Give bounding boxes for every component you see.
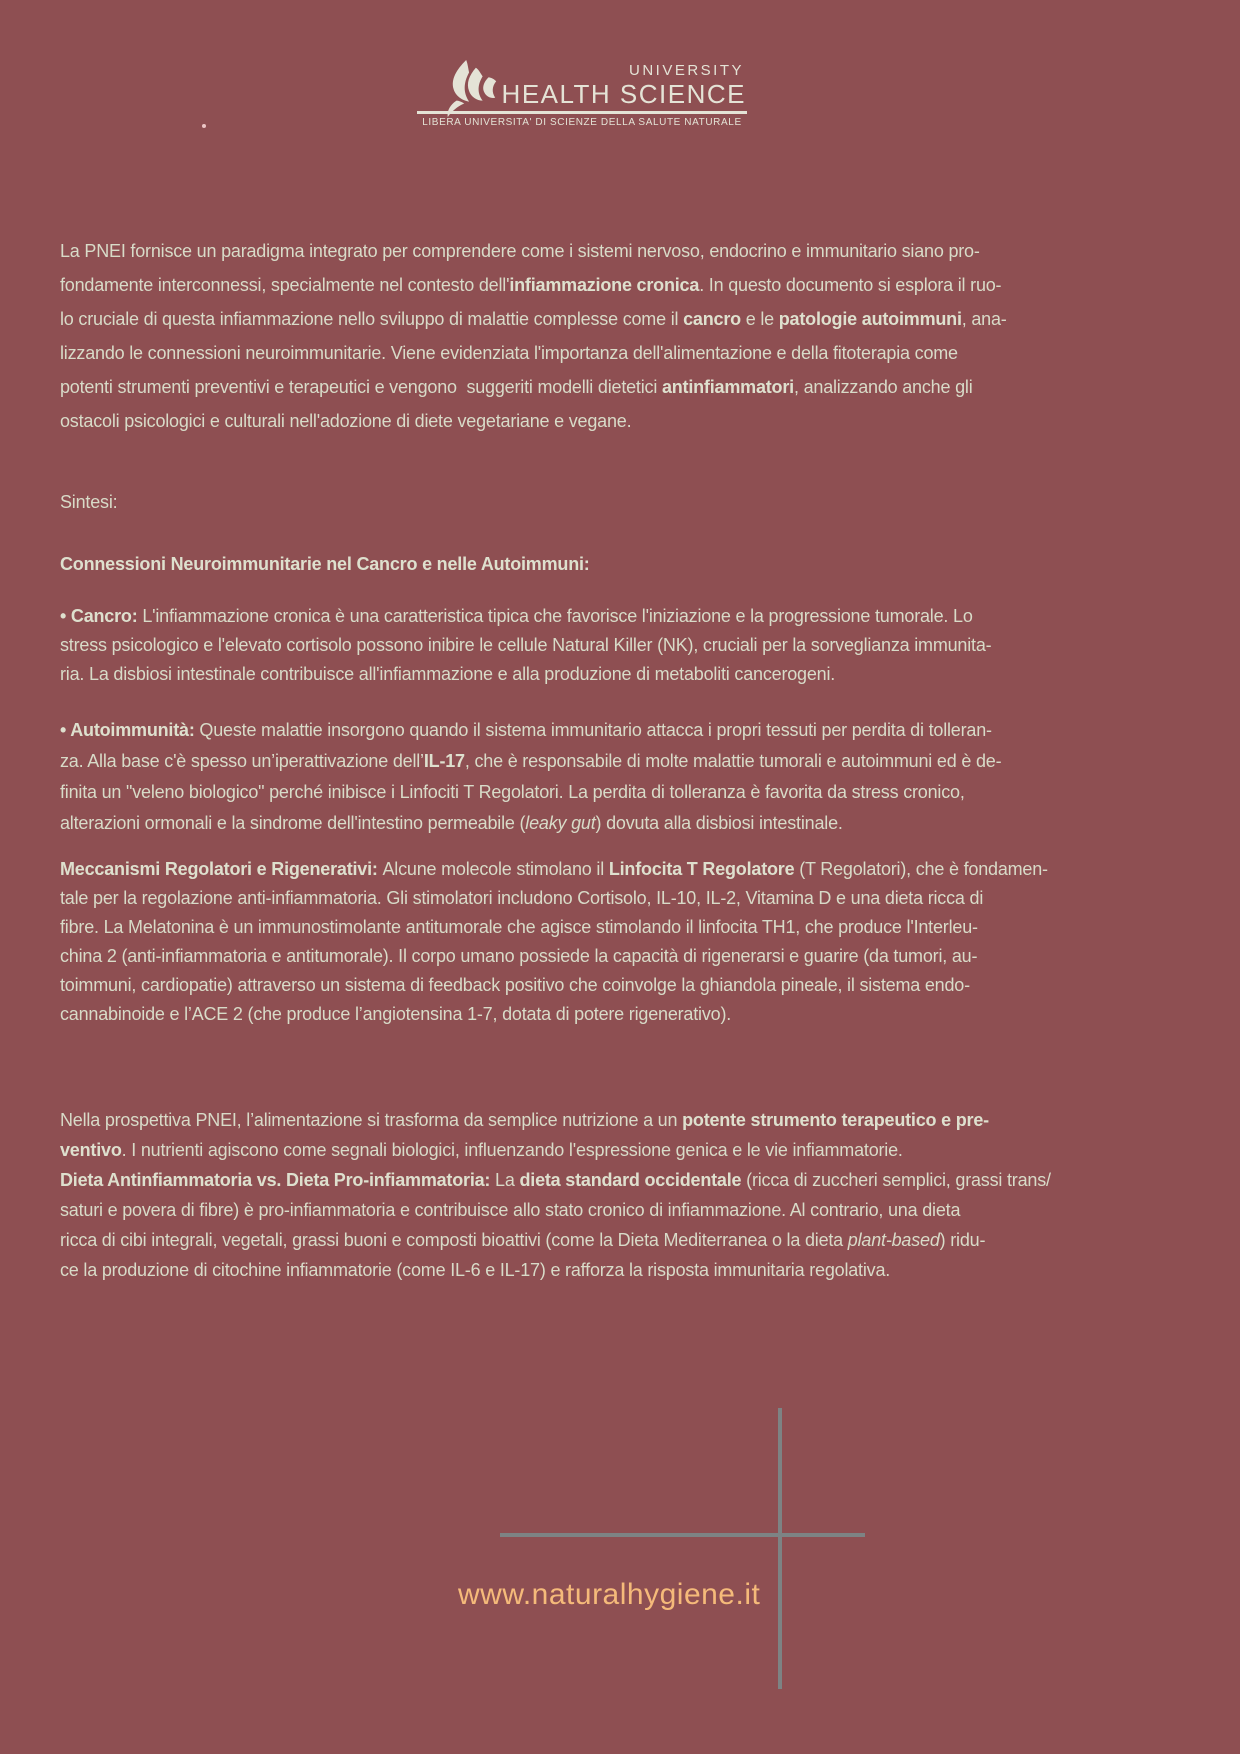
text-line: fondamente interconnessi, specialmente nel contesto dell'infiammazione cronica. In questo documento si esplora il ruo-: [60, 275, 1002, 295]
text-line: Connessioni Neuroimmunitarie nel Cancro e nelle Autoimmuni:: [60, 554, 590, 574]
paragraph-intro: [60, 234, 1070, 438]
paragraph-autoimmunita: [60, 715, 1070, 839]
text-line: La PNEI fornisce un paradigma integrato per comprendere come i sistemi nervoso, endocrino e immunitario siano pro-: [60, 241, 980, 261]
text-line: ria. La disbiosi intestinale contribuisce all'infiammazione e alla produzione di metaboliti cancerogeni.: [60, 664, 836, 684]
logo-subtitle-text: LIBERA UNIVERSITA' DI SCIENZE DELLA SALUTE NATURALE: [422, 117, 742, 128]
stray-dot: [202, 124, 206, 128]
paragraph-cancro: [60, 602, 1070, 689]
logo-university-text: UNIVERSITY: [628, 62, 744, 79]
paragraph-connessioni: [60, 549, 1070, 580]
text-line: finita un "veleno biologico" perché inibisce i Linfociti T Regolatori. La perdita di tolleranza è favorita da stress cronico,: [60, 782, 965, 802]
text-line: • Cancro: L'infiammazione cronica è una caratteristica tipica che favorisce l'iniziazione e la progressione tumorale. Lo: [60, 606, 973, 626]
flame-icon: [436, 58, 506, 120]
text-line: za. Alla base c'è spesso un’iperattivazione dell’IL-17, che è responsabile di molte malattie tumorali e autoimmuni ed è de-: [60, 751, 1002, 771]
paragraph-sintesi: [60, 487, 1070, 518]
text-line: Meccanismi Regolatori e Rigenerativi: Alcune molecole stimolano il Linfocita T Regolatore (T Regolatori), che è fondamen-: [60, 859, 1048, 879]
text-line: ostacoli psicologici e culturali nell'adozione di diete vegetariane e vegane.: [60, 411, 632, 431]
text-line: ventivo. I nutrienti agiscono come segnali biologici, influenzando l'espressione genica e le vie infiammatorie.: [60, 1140, 903, 1160]
paragraph-dieta: [60, 1105, 1070, 1285]
website-link[interactable]: www.naturalhygiene.it: [458, 1578, 761, 1611]
vertical-divider-line: [778, 1408, 782, 1689]
text-line: stress psicologico e l'elevato cortisolo possono inibire le cellule Natural Killer (NK), cruciali per la sorveglianza immunita-: [60, 635, 992, 655]
text-line: • Autoimmunità: Queste malattie insorgono quando il sistema immunitario attacca i propri tessuti per perdita di tolleran-: [60, 720, 992, 740]
text-line: tale per la regolazione anti-infiammatoria. Gli stimolatori includono Cortisolo, IL-10, IL-2, Vitamina D e una dieta ricca di: [60, 888, 984, 908]
logo-health-science-text: HEALTH SCIENCE: [501, 79, 746, 109]
text-line: fibre. La Melatonina è un immunostimolante antitumorale che agisce stimolando il linfocita TH1, che produce l'Interleu-: [60, 917, 978, 937]
text-line: saturi e povera di fibre) è pro-infiammatoria e contribuisce allo stato cronico di infiammazione. Al contrario, una dieta: [60, 1200, 961, 1220]
text-line: alterazioni ormonali e la sindrome dell'intestino permeabile (leaky gut) dovuta alla disbiosi intestinale.: [60, 813, 843, 833]
text-line: Sintesi:: [60, 492, 118, 512]
text-line: Dieta Antinfiammatoria vs. Dieta Pro-infiammatoria: La dieta standard occidentale (ricca di zuccheri semplici, grassi trans/: [60, 1170, 1051, 1190]
text-line: china 2 (anti-infiammatoria e antitumorale). Il corpo umano possiede la capacità di rigenerarsi e guarire (da tumori, au-: [60, 946, 978, 966]
text-line: ce la produzione di citochine infiammatorie (come IL-6 e IL-17) e rafforza la risposta immunitaria regolativa.: [60, 1260, 891, 1280]
text-line: lo cruciale di questa infiammazione nello sviluppo di malattie complesse come il cancro e le patologie autoimmuni, ana-: [60, 309, 1007, 329]
text-line: cannabinoide e l’ACE 2 (che produce l’angiotensina 1-7, dotata di potere rigenerativo).: [60, 1004, 732, 1024]
text-line: ricca di cibi integrali, vegetali, grassi buoni e composti bioattivi (come la Dieta Mediterranea o la dieta plant-based) ridu-: [60, 1230, 986, 1250]
text-line: potenti strumenti preventivi e terapeutici e vengono suggeriti modelli dietetici antinfiammatori, analizzando anche gli: [60, 377, 973, 397]
text-line: lizzando le connessioni neuroimmunitarie. Viene evidenziata l'importanza dell'alimentazione e della fitoterapia come: [60, 343, 958, 363]
text-line: toimmuni, cardiopatie) attraverso un sistema di feedback positivo che coinvolge la ghiandola pineale, il sistema endo-: [60, 975, 970, 995]
horizontal-divider-line: [500, 1533, 865, 1537]
paragraph-meccanismi: [60, 855, 1070, 1029]
text-line: Nella prospettiva PNEI, l’alimentazione si trasforma da semplice nutrizione a un potente strumento terapeutico e pre-: [60, 1110, 989, 1130]
